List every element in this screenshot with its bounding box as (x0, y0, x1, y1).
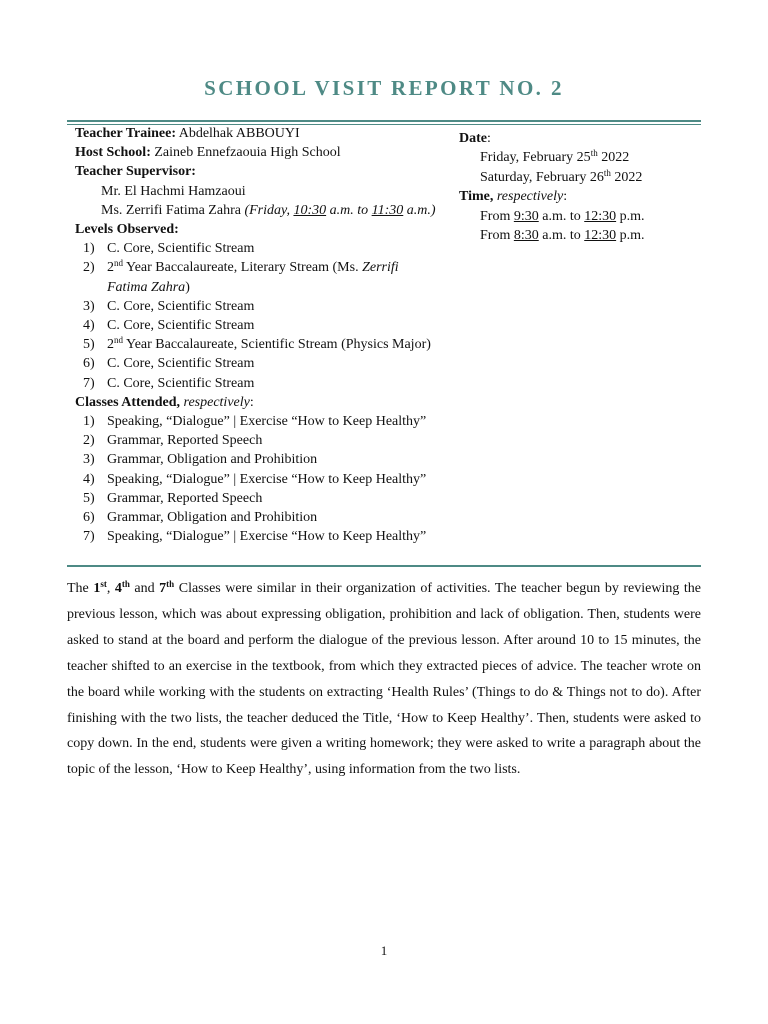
item-number: 3) (83, 298, 95, 314)
time-end: 12:30 (584, 228, 617, 244)
time-1 (459, 207, 699, 226)
supervisor-2-name: Ms. Zerrifi Fatima Zahra (101, 202, 241, 218)
item-text: Speaking, “Dialogue” | Exercise “How to Keep Healthy” (107, 414, 427, 430)
note-pre: (Friday, (244, 202, 294, 218)
item-text: C. Core, Scientific Stream (107, 356, 255, 372)
para-text: , (106, 581, 115, 596)
item-number: 2) (83, 260, 95, 276)
item-text: C. Core, Scientific Stream (107, 375, 255, 391)
item-text-italic: Fatima Zahra (107, 279, 186, 295)
item-text: Year Baccalaureate, Literary Stream (Ms. (123, 260, 363, 276)
time-end: 12:30 (584, 208, 617, 224)
supervisor-1: Mr. El Hachmi Hamzaoui (101, 183, 246, 199)
school-value: Zaineb Ennefzaouia High School (154, 145, 341, 161)
ordinal-sup: th (166, 579, 175, 589)
supervisor-label: Teacher Supervisor (75, 164, 192, 180)
levels-heading: Levels Observed: (75, 222, 179, 238)
date-text: Saturday, February 26 (480, 169, 604, 185)
date-text: 2022 (597, 150, 630, 166)
para-ordinal: 4 (114, 581, 122, 596)
time-label: Time, (459, 189, 494, 205)
item-number: 2) (83, 433, 95, 449)
trainee-value: Abdelhak ABBOUYI (178, 126, 300, 141)
item-text: Grammar, Obligation and Prohibition (107, 452, 318, 468)
para-text: and (129, 581, 160, 596)
list-item (75, 374, 455, 393)
supervisor-2-note (244, 203, 435, 218)
item-number: 5) (83, 337, 95, 353)
note-post: a.m.) (403, 202, 436, 218)
time-text: From (480, 208, 514, 224)
date-text: 2022 (610, 169, 643, 185)
item-number: 5) (83, 490, 95, 506)
classes-heading: Classes Attended, respectively: (75, 394, 254, 410)
time-text: From (480, 228, 514, 244)
body-paragraph (67, 576, 701, 783)
item-text: C. Core, Scientific Stream (107, 318, 255, 334)
trainee-line: Teacher Trainee: Abdelhak ABBOUYI (75, 126, 300, 141)
schedule-column (459, 129, 699, 245)
time-2 (459, 226, 699, 245)
item-number: 1) (83, 241, 95, 257)
item-number: 4) (83, 471, 95, 487)
para-text: The (67, 581, 94, 596)
item-number: 7) (83, 375, 95, 391)
header-rule (67, 120, 701, 122)
list-item (75, 354, 455, 373)
list-item (75, 527, 455, 546)
note-time-1: 10:30 (293, 202, 327, 218)
school-line: Host School: Zaineb Ennefzaouia High School (75, 145, 341, 161)
item-text: 2 (107, 337, 114, 353)
time-heading: Time, respectively: (459, 189, 568, 205)
list-item (75, 258, 455, 296)
item-text: Year Baccalaureate, Scientific Stream (Physics Major) (123, 337, 431, 353)
item-number: 6) (83, 510, 95, 526)
item-text: ) (185, 279, 190, 295)
supervisor-line: Teacher Supervisor: (75, 164, 196, 180)
date-text: Friday, February 25 (480, 150, 591, 166)
item-text: Speaking, “Dialogue” | Exercise “How to Keep Healthy” (107, 529, 427, 545)
item-number: 1) (83, 414, 95, 430)
page-number: 1 (380, 943, 388, 958)
classes-label: Classes Attended, (75, 394, 181, 410)
list-item (75, 508, 455, 527)
section-divider (67, 565, 701, 567)
item-text-italic: Zerrifi (362, 260, 399, 276)
list-item (75, 489, 455, 508)
item-text: Grammar, Reported Speech (107, 490, 263, 506)
item-text: 2 (107, 260, 114, 276)
item-number: 3) (83, 452, 95, 468)
levels-label: Levels Observed (75, 222, 175, 238)
list-item (75, 450, 455, 469)
ordinal-sup: th (590, 148, 598, 159)
list-item (75, 412, 455, 431)
ordinal-sup: nd (114, 258, 123, 269)
list-item (75, 297, 455, 316)
ordinal-sup: th (603, 167, 611, 178)
time-text: a.m. to (538, 228, 585, 244)
levels-list (75, 239, 455, 393)
time-text: a.m. to (538, 208, 585, 224)
ordinal-sup: nd (114, 335, 123, 346)
item-text: Grammar, Obligation and Prohibition (107, 510, 318, 526)
list-item (75, 335, 455, 354)
list-item (75, 239, 455, 258)
school-label: Host School (75, 145, 147, 161)
ordinal-sup: th (121, 579, 130, 589)
time-label-italic: respectively (496, 189, 564, 205)
para-ordinal: 1 (93, 581, 101, 596)
note-time-2: 11:30 (371, 202, 404, 218)
date-2 (459, 168, 699, 187)
time-text: p.m. (616, 228, 645, 244)
time-text: p.m. (616, 208, 645, 224)
classes-label-italic: respectively (183, 394, 250, 410)
classes-list (75, 412, 455, 546)
item-text: Grammar, Reported Speech (107, 433, 263, 449)
date-heading: Date: (459, 131, 491, 146)
item-number: 7) (83, 529, 95, 545)
date-label: Date (459, 131, 487, 146)
item-text: C. Core, Scientific Stream (107, 298, 255, 314)
details-column (75, 124, 455, 546)
para-ordinal: 7 (159, 581, 167, 596)
report-title: SCHOOL VISIT REPORT NO. 2 (204, 76, 564, 100)
item-text: Speaking, “Dialogue” | Exercise “How to Keep Healthy” (107, 471, 427, 487)
note-mid: a.m. to (326, 202, 372, 218)
list-item (75, 316, 455, 335)
item-number: 6) (83, 356, 95, 372)
list-item (75, 470, 455, 489)
supervisor-2 (75, 201, 455, 220)
time-start: 8:30 (513, 228, 539, 244)
list-item (75, 431, 455, 450)
item-number: 4) (83, 318, 95, 334)
time-start: 9:30 (513, 208, 539, 224)
para-text: Classes were similar in their organization of activities. The teacher begun by reviewing the previous lesson, which was about expressing obligation, prohibition and lack of obligation. Then, students were asked to stand at the board and perform the dialogue of the previous lesson. After around 10 to 15 minutes, the teacher shifted to an exercise in the textbook, from which they extracted pieces of advice. The teacher wrote on the board while working with the students on extracting ‘Health Rules’ (Things to do & Things not to do). After finishing with the two lists, the teacher deduced the Title, ‘How to Keep Healthy’. Then, students were asked to copy down. In the end, students were given a writing homework; they were asked to write a paragraph about the topic of the lesson, ‘How to Keep Healthy’, using information from the two lists. (67, 581, 702, 778)
trainee-label: Teacher Trainee (75, 126, 172, 141)
date-1 (459, 148, 699, 167)
item-text: C. Core, Scientific Stream (107, 241, 255, 257)
ordinal-sup: st (100, 579, 107, 589)
